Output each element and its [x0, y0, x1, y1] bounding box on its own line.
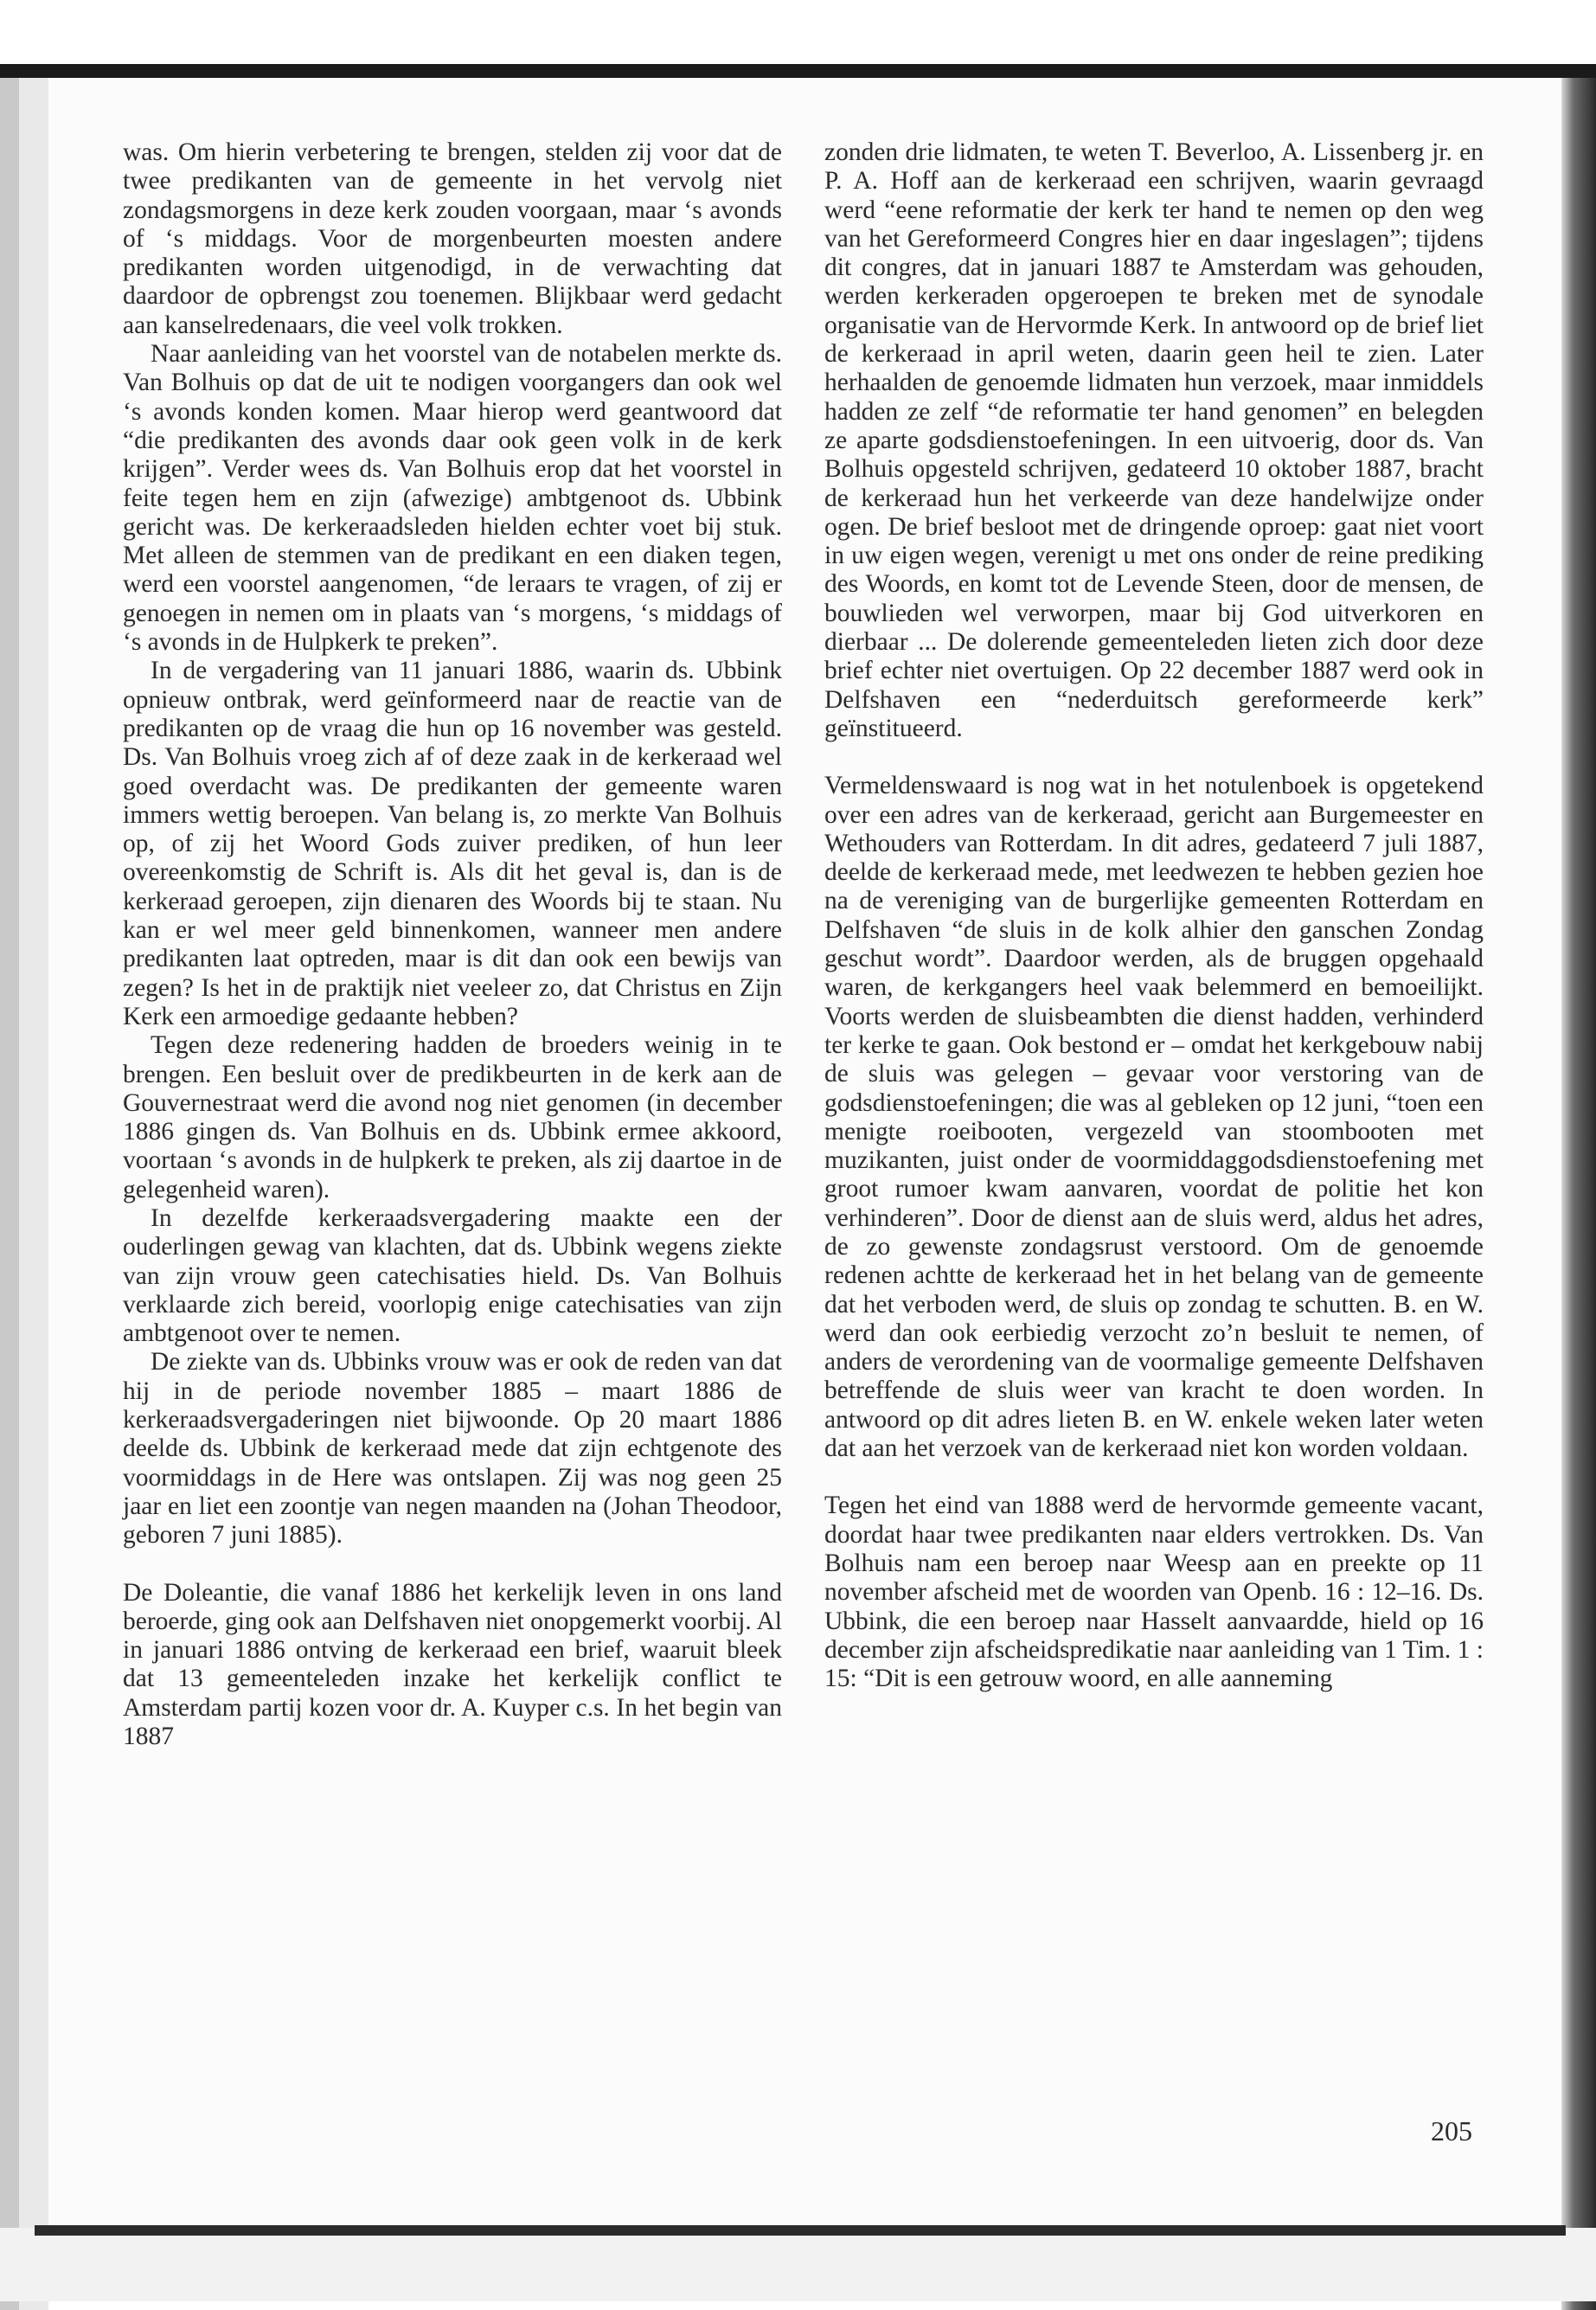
- scan-border-bottom-band: [35, 2225, 1566, 2236]
- scan-border-bottom: [0, 2228, 1596, 2301]
- paragraph: was. Om hierin verbetering te brengen, stelden zij voor dat de twee predikanten van de gemeente in het vervolg niet zondagsmorgens in deze kerk zouden voorgaan, maar ‘s avonds of ‘s middags. Voor de morgenbeurten moesten andere predikanten worden uitgenodigd, in de verwachting dat daardoor de opbrengst zou toenemen. Blijkbaar werd gedacht aan kanselredenaars, die veel volk trokken.: [123, 138, 782, 339]
- paragraph: zonden drie lidmaten, te weten T. Beverloo, A. Lissenberg jr. en P. A. Hoff aan de kerkeraad een schrijven, waarin gevraagd werd “eene reformatie der kerk ter hand te nemen op den weg van het Gereformeerd Congres hier en daar ingeslagen”; tijdens dit congres, dat in januari 1887 te Amsterdam was gehouden, werden kerkeraden opgeroepen te breken met de synodale organisatie van de Hervormde Kerk. In antwoord op de brief liet de kerkeraad in april weten, daarin geen heil te zien. Later herhaalden de genoemde lidmaten hun verzoek, maar inmiddels hadden ze zelf “de reformatie ter hand genomen” en belegden ze aparte godsdienstoefeningen. In een uitvoerig, door ds. Van Bolhuis opgesteld schrijven, gedateerd 10 oktober 1887, bracht de kerkeraad hun het verkeerde van deze handelwijze onder ogen. De brief besloot met de dringende oproep: gaat niet voort in uw eigen wegen, verenigt u met ons onder de reine prediking des Woords, en komt tot de Levende Steen, door de mensen, de bouwlieden wel verworpen, maar bij God uitverkoren en dierbaar ... De dolerende gemeenteleden lieten zich door deze brief echter niet overtuigen. Op 22 december 1887 werd ook in Delfshaven een “nederduitsch gereformeerde kerk” geïnstitueerd.: [824, 138, 1484, 742]
- book-page: [48, 78, 1561, 2225]
- paragraph: Vermeldenswaard is nog wat in het notulenboek is opgetekend over een adres van de kerkeraad, gericht aan Burgemeester en Wethouders van Rotterdam. In dit adres, gedateerd 7 juli 1887, deelde de kerkeraad mede, met leedwezen te hebben gezien hoe na de vereniging van de burgerlijke gemeenten Rotterdam en Delfshaven “de sluis in de kolk alhier den ganschen Zondag geschut wordt”. Daardoor werden, als de bruggen opgehaald waren, de kerkgangers heel vaak belemmerd en bemoeilijkt. Voorts werden de sluisbeambten die dienst hadden, verhinderd ter kerke te gaan. Ook bestond er – omdat het kerkgebouw nabij de sluis was gelegen – gevaar voor verstoring van de godsdienstoefeningen; die was al gebleken op 12 juni, “toen een menigte roeibooten, vergezeld van stoombooten met muzikanten, juist onder de voormiddaggodsdienstoefening met groot rumoer kwam aanvaren, voordat de politie het kon verhinderen”. Door de dienst aan de sluis werd, aldus het adres, de zo gewenste zondagsrust verstoord. Om de genoemde redenen achtte de kerkeraad het in het belang van de gemeente dat het verboden werd, de sluis op zondag te schutten. B. en W. werd dan ook eerbiedig verzocht zo’n besluit te nemen, of anders de verordening van de voormalige gemeente Delfshaven betreffende de sluis weer van kracht te doen worden. In antwoord op dit adres lieten B. en W. enkele weken later weten dat aan het verzoek van de kerkeraad niet kon worden voldaan.: [824, 772, 1484, 1463]
- left-text-column: [123, 138, 782, 1751]
- scan-border-top: [0, 0, 1596, 67]
- paragraph: In dezelfde kerkeraadsvergadering maakte een der ouderlingen gewag van klachten, dat ds. Ubbink wegens ziekte van zijn vrouw geen catechisaties hield. Ds. Van Bolhuis verklaarde zich bereid, voorlopig enige catechisaties van zijn ambtgenoot over te nemen.: [123, 1203, 782, 1348]
- paragraph: Tegen het eind van 1888 werd de hervormde gemeente vacant, doordat haar twee predikanten naar elders vertrokken. Ds. Van Bolhuis nam een beroep naar Weesp aan en preekte op 11 november afscheid met de woorden van Openb. 16 : 12–16. Ds. Ubbink, die een beroep naar Hasselt aanvaardde, hield op 16 december zijn afscheidspredikatie naar aanleiding van 1 Tim. 1 : 15: “Dit is een getrouw woord, en alle aanneming: [824, 1492, 1484, 1693]
- right-text-column: [824, 138, 1484, 1693]
- scan-border-left-inner: [19, 78, 48, 2310]
- paragraph: Tegen deze redenering hadden de broeders weinig in te brengen. Een besluit over de predikbeurten in de kerk aan de Gouvernestraat werd die avond nog niet genomen (in december 1886 gingen ds. Van Bolhuis en ds. Ubbink ermee akkoord, voortaan ‘s avonds in de hulpkerk te preken, als zij daartoe in de gelegenheid waren).: [123, 1031, 782, 1203]
- paragraph: De ziekte van ds. Ubbinks vrouw was er ook de reden van dat hij in de periode november 1885 – maart 1886 de kerkeraadsvergaderingen niet bijwoonde. Op 20 maart 1886 deelde ds. Ubbink de kerkeraad mede dat zijn echtgenote des voormiddags in de Here was ontslapen. Zij was nog geen 25 jaar en liet een zoontje van negen maanden na (Johan Theodoor, geboren 7 juni 1885).: [123, 1348, 782, 1550]
- scan-border-band: [0, 64, 1596, 78]
- scan-border-left: [0, 78, 19, 2310]
- paragraph: In de vergadering van 11 januari 1886, waarin ds. Ubbink opnieuw ontbrak, werd geïnformeerd naar de reactie van de predikanten op de vraag die hun op 16 november was gesteld. Ds. Van Bolhuis vroeg zich af of deze zaak in de kerkeraad wel goed overdacht was. De predikanten der gemeente waren immers wettig beroepen. Van belang is, zo merkte Van Bolhuis op, of zij het Woord Gods zuiver prediken, of hun leer overeenkomstig de Schrift is. Als dit het geval is, dan is de kerkeraad geroepen, zijn dienaren des Woords bij te staan. Nu kan er wel meer geld binnenkomen, wanneer men andere predikanten laat optreden, maar is dit dan ook een bewijs van zegen? Is het in de praktijk niet veeleer zo, dat Christus en Zijn Kerk een armoedige gedaante hebben?: [123, 657, 782, 1030]
- book-spine-shadow: [1561, 78, 1596, 2310]
- paragraph: De Doleantie, die vanaf 1886 het kerkelijk leven in ons land beroerde, ging ook aan Delfshaven niet onopgemerkt voorbij. Al in januari 1886 ontving de kerkeraad een brief, waaruit bleek dat 13 gemeenteleden inzake het kerkelijk conflict te Amsterdam partij kozen voor dr. A. Kuyper c.s. In het begin van 1887: [123, 1578, 782, 1751]
- paragraph: Naar aanleiding van het voorstel van de notabelen merkte ds. Van Bolhuis op dat de uit te nodigen voorgangers dan ook wel ‘s avonds konden komen. Maar hierop werd geantwoord dat “die predikanten des avonds daar ook geen volk in de kerk krijgen”. Verder wees ds. Van Bolhuis erop dat het voorstel in feite tegen hem en zijn (afwezige) ambtgenoot ds. Ubbink gericht was. De kerkeraadsleden hielden echter voet bij stuk. Met alleen de stemmen van de predikant en een diaken tegen, werd een voorstel aangenomen, “de leraars te vragen, of zij er genoegen in nemen om in plaats van ‘s morgens, ‘s middags of ‘s avonds in de Hulpkerk te preken”.: [123, 340, 782, 657]
- page-number: 205: [1431, 2115, 1472, 2146]
